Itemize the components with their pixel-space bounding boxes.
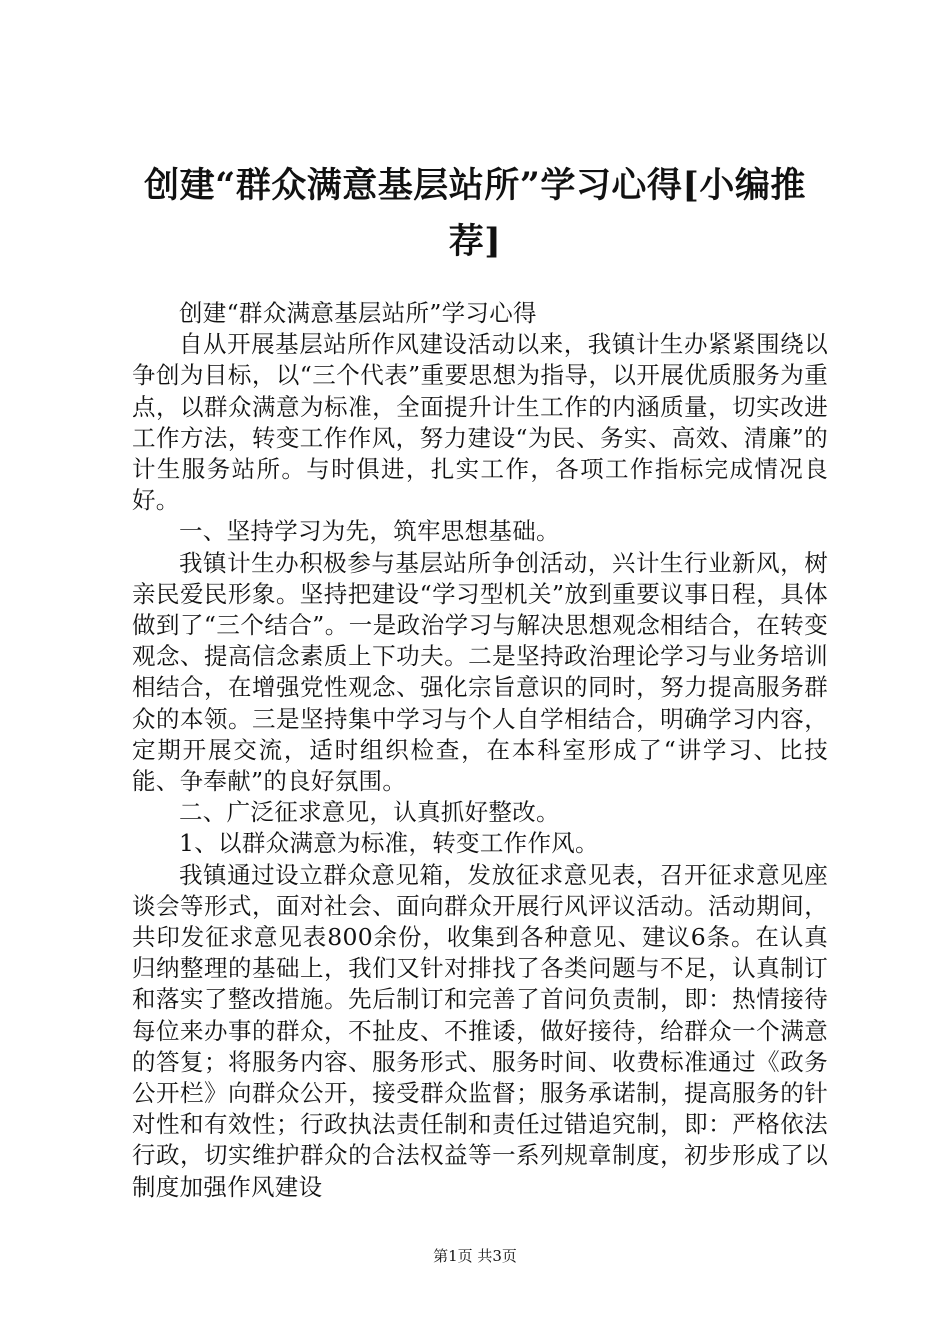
section-heading-2: 二、广泛征求意见，认真抓好整改。 [179, 798, 560, 827]
paragraph-intro: 自从开展基层站所作风建设活动以来，我镇计生办紧紧围绕以争创为目标，以“三个代表”重要思想为指导，以开展优质服务为重点，以群众满意为标准，全面提升计生工作的内涵质量，切实改进工作方法，转变工作作风，努力建设“为民、务实、高效、清廉”的计生服务站所。与时俱进，扎实工作，各项工作指标完成情况良好。 [132, 330, 828, 515]
subsection-heading-1: 1、以群众满意为标准，转变工作作风。 [179, 829, 599, 858]
paragraph-feedback: 我镇通过设立群众意见箱，发放征求意见表，召开征求意见座谈会等形式，面对社会、面向群众开展行风评议活动。活动期间，共印发征求意见表800余份，收集到各种意见、建议6条。在认真归纳整理的基础上，我们又针对排找了各类问题与不足，认真制订和落实了整改措施。先后制订和完善了首问负责制，即：热情接待每位来办事的群众，不扯皮、不推诿，做好接待，给群众一个满意的答复；将服务内容、服务形式、服务时间、收费标准通过《政务公开栏》向群众公开，接受群众监督；服务承诺制，提高服务的针对性和有效性；行政执法责任制和责任过错追究制，即：严格依法行政，切实维护群众的合法权益等一系列规章制度，初步形成了以制度加强作风建设 [132, 860, 828, 1201]
document-body [132, 298, 828, 1203]
page-number-footer: 第1页 共3页 [433, 1247, 517, 1265]
paragraph-study: 我镇计生办积极参与基层站所争创活动，兴计生行业新风，树亲民爱民形象。坚持把建设“学习型机关”放到重要议事日程，具体做到了“三个结合”。一是政治学习与解决思想观念相结合，在转变观念、提高信念素质上下功夫。二是坚持政治理论学习与业务培训相结合，在增强党性观念、强化宗旨意识的同时，努力提高服务群众的本领。三是坚持集中学习与个人自学相结合，明确学习内容，定期开展交流，适时组织检查，在本科室形成了“讲学习、比技能、争奉献”的良好氛围。 [132, 548, 828, 796]
paragraph-subtitle: 创建“群众满意基层站所”学习心得 [179, 299, 537, 327]
document-title: 创建“群众满意基层站所”学习心得[小编推荐] [144, 165, 806, 262]
section-heading-1: 一、坚持学习为先，筑牢思想基础。 [179, 517, 560, 546]
